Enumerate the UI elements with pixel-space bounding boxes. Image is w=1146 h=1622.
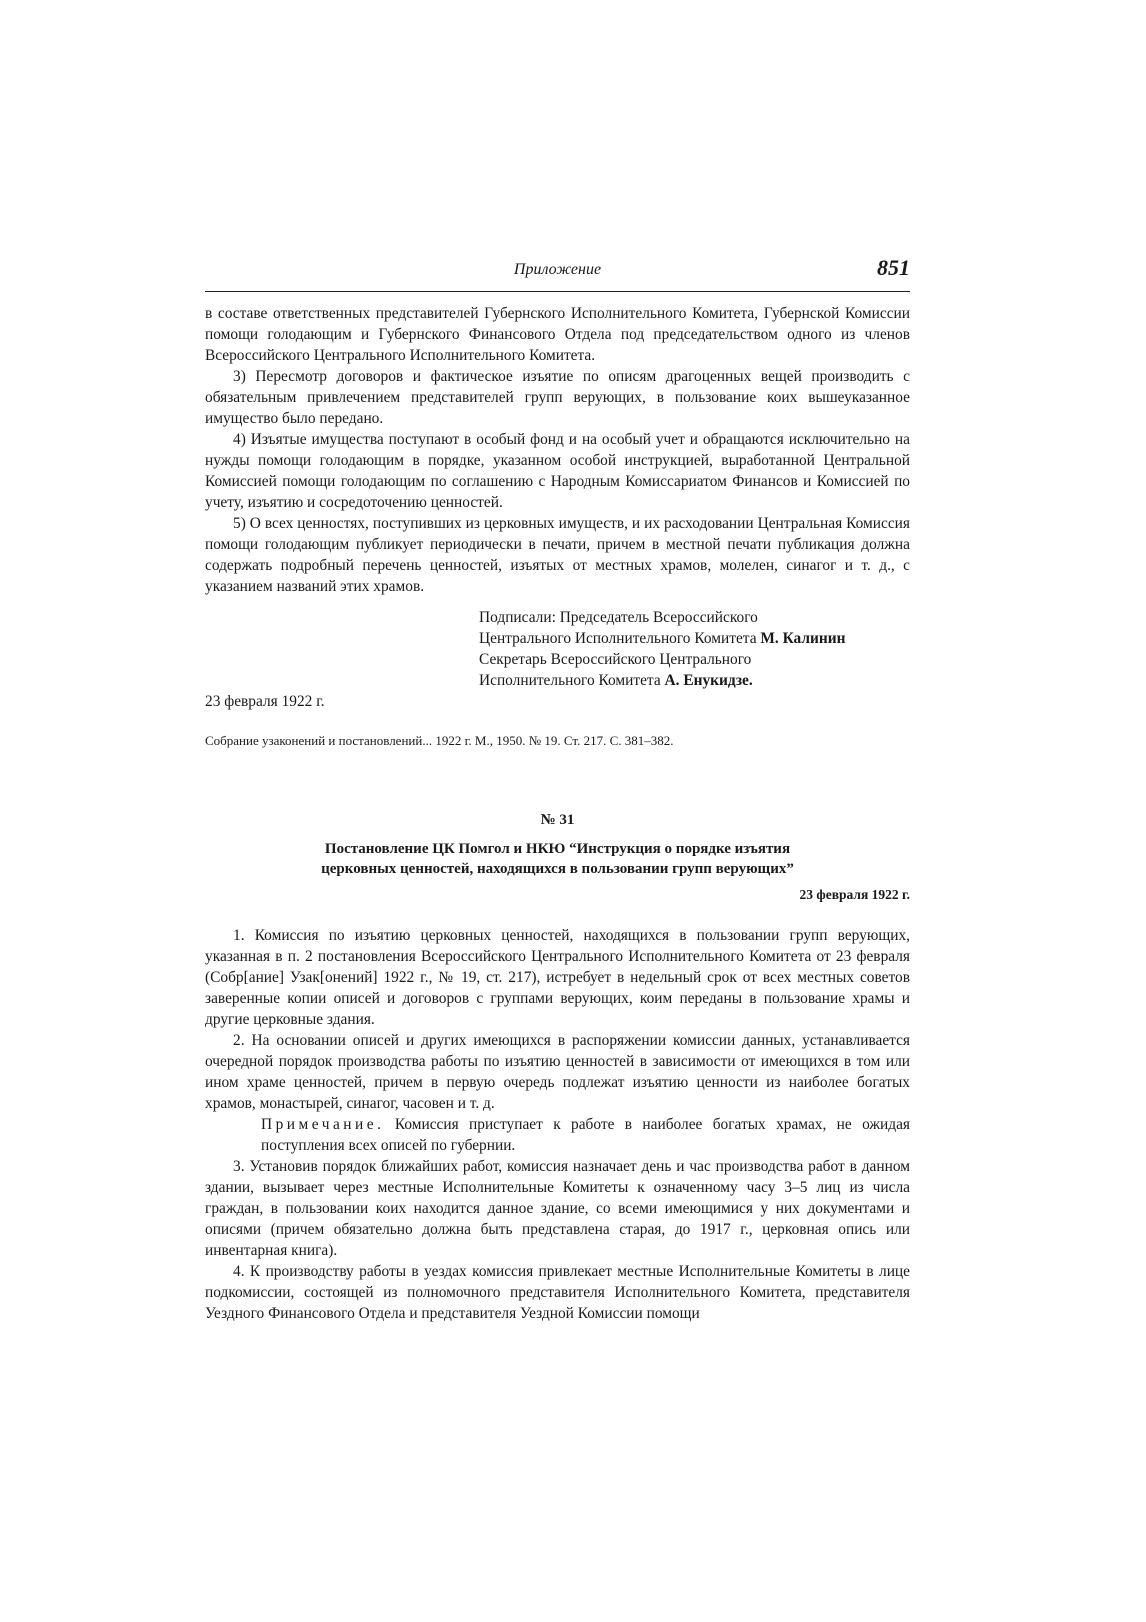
signature-line xyxy=(479,628,846,649)
document-title-line: Постановление ЦК Помгол и НКЮ “Инструкция о порядке изъятия xyxy=(324,841,791,857)
document-body xyxy=(205,925,910,1324)
signer-role: Исполнительного Комитета xyxy=(479,672,665,689)
signatories xyxy=(479,607,846,691)
paragraph: 3. Установив порядок ближайших работ, комиссия назначает день и час производства работ в данном здании, вызывает через местные Исполнительные Комитеты к означенному часу 3–5 лиц из числа граждан, в пользовании коих находится данное здание, со всеми имеющимися у них документами и описями (причем обязательно должна быть представлена старая, до 1917 г., церковная опись или инвентарная книга). xyxy=(205,1158,910,1259)
page-number: 851 xyxy=(877,255,910,280)
book-page xyxy=(205,255,910,1324)
signature-block xyxy=(205,607,910,719)
paragraph: 5) О всех ценностях, поступивших из церковных имуществ, и их расходовании Центральная Комиссия помощи голодающим публикует периодически в печати, причем в местной печати публикация должна содержать подробный перечень ценностей, изъятых от местных храмов, молелен, синагог и т. д., с указанием названий этих храмов. xyxy=(205,515,910,595)
paragraph: 2. На основании описей и других имеющихся в распоряжении комиссии данных, устанавливается очередной порядок производства работы по изъятию ценностей в зависимости от имеющихся в том или ином храме ценностей, причем в первую очередь подлежат изъятию ценности из наиболее богатых храмов, монастырей, синагог, часовен и т. д. xyxy=(205,1032,910,1112)
paragraph: 3) Пересмотр договоров и фактическое изъятие по описям драгоценных вещей производить с обязательным привлечением представителей групп верующих, в пользование коих вышеуказанное имущество было передано. xyxy=(205,368,910,427)
document-date: 23 февраля 1922 г. xyxy=(799,887,910,902)
paragraph: 4. К производству работы в уездах комиссия привлекает местные Исполнительные Комитеты в лице подкомиссии, состоящей из полномочного представителя Исполнительного Комитета, представителя Уездного Финансового Отдела и представителя Уездной Комиссии помощи xyxy=(205,1263,910,1322)
source-citation: Собрание узаконений и постановлений... 1922 г. М., 1950. № 19. Ст. 217. С. 381–382. xyxy=(205,733,674,748)
signature-line xyxy=(479,670,846,691)
note-text: Комиссия приступает к работе в наиболее богатых храмах, не ожидая поступления всех описей по губернии. xyxy=(261,1116,910,1154)
paragraph: в составе ответственных представителей Губернского Исполнительного Комитета, Губернской Комиссии помощи голодающим и Губернского Финансового Отдела под председательством одного из членов Всероссийского Центрального Исполнительного Комитета. xyxy=(205,305,910,364)
document-title xyxy=(205,839,910,879)
signer-role: Центрального Исполнительного Комитета xyxy=(479,630,761,647)
document-title-line: церковных ценностей, находящихся в пользовании групп верующих” xyxy=(321,861,794,877)
paragraph: 4) Изъятые имущества поступают в особый фонд и на особый учет и обращаются исключительно на нужды помощи голодающим в порядке, указанном особой инструкцией, выработанной Центральной Комиссией помощи голодающим по соглашению с Народным Комиссариатом Финансов и Комиссией по учету, изъятию и сосредоточению ценностей. xyxy=(205,431,910,511)
signer-name: А. Енукидзе. xyxy=(664,672,753,689)
note-label: Примечание. xyxy=(261,1116,385,1133)
paragraph: 1. Комиссия по изъятию церковных ценностей, находящихся в пользовании групп верующих, указанная в п. 2 постановления Всероссийского Центрального Исполнительного Комитета от 23 февраля (Собр[ание] Узак[онений] 1922 г., № 19, ст. 217), истребует в недельный срок от всех местных советов заверенные копии описей и договоров с группами верующих, коим переданы в пользование храмы и другие церковные здания. xyxy=(205,927,910,1028)
signing-date: 23 февраля 1922 г. xyxy=(205,693,325,710)
document-number: № 31 xyxy=(540,812,575,828)
note xyxy=(205,1114,910,1156)
running-header xyxy=(205,255,910,292)
signature-line: Секретарь Всероссийского Центрального xyxy=(479,651,752,668)
signer-name: М. Калинин xyxy=(760,630,846,647)
previous-document-continuation xyxy=(205,303,910,597)
running-title: Приложение xyxy=(513,261,602,278)
signature-line: Подписали: Председатель Всероссийского xyxy=(479,609,758,626)
